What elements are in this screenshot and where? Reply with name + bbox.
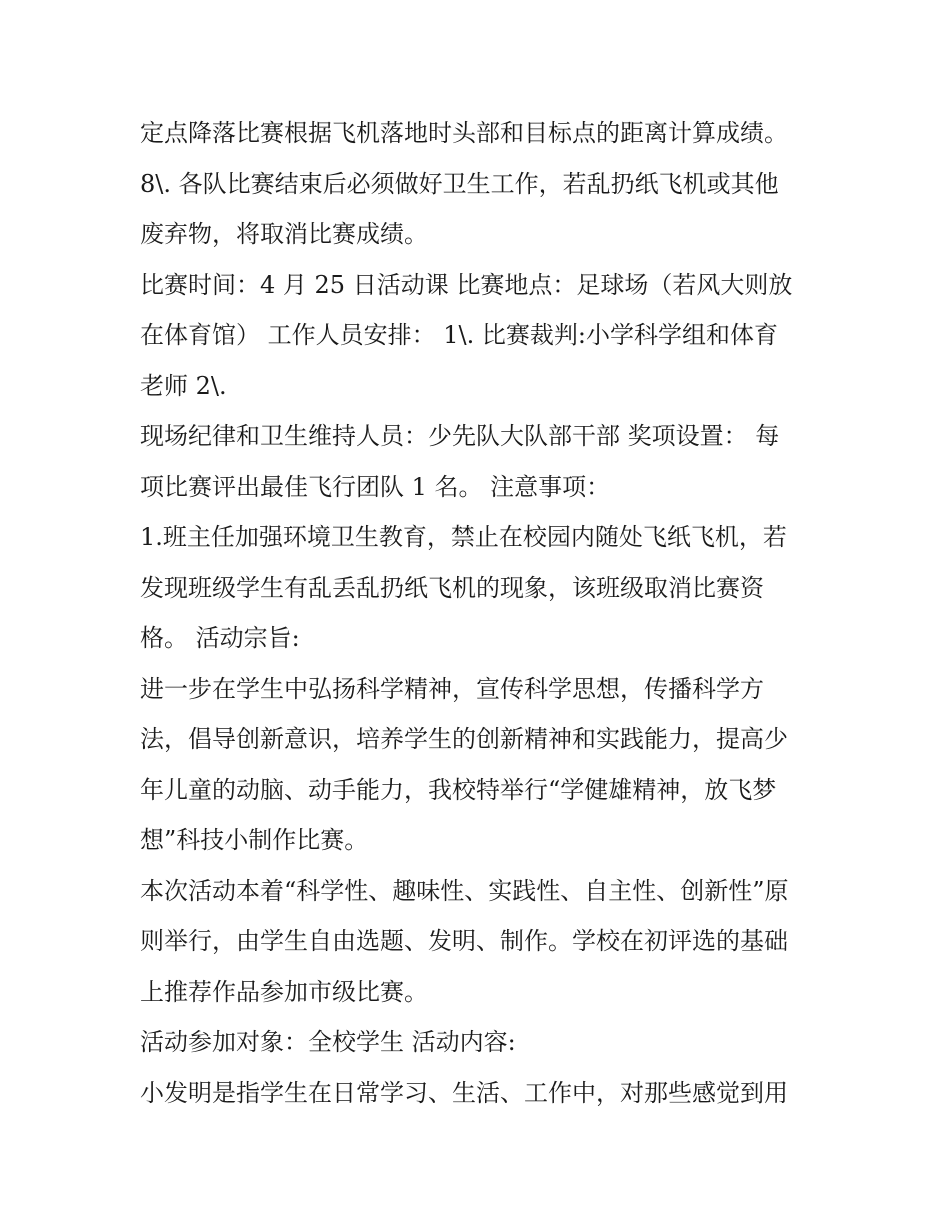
text-line-1: 定点降落比赛根据飞机落地时头部和目标点的距离计算成绩。 (140, 119, 788, 147)
text-line-17: 则举行，由学生自由选题、发明、制作。学校在初评选的基础 (140, 927, 788, 955)
text-line-7: 现场纪律和卫生维持人员：少先队大队部干部 奖项设置： 每 (140, 422, 780, 450)
text-line-15: 想”科技小制作比赛。 (140, 826, 369, 854)
text-line-10: 发现班级学生有乱丢乱扔纸飞机的现象，该班级取消比赛资 (140, 573, 764, 602)
text-line-4: 比赛时间：4 月 25 日活动课 比赛地点：足球场（若风大则放 (140, 270, 793, 299)
text-line-6: 老师 2\. (140, 371, 227, 400)
document-body (140, 108, 820, 1118)
text-line-9: 1.班主任加强环境卫生教育，禁止在校园内随处飞纸飞机，若 (140, 523, 787, 551)
text-line-5: 在体育馆） 工作人员安排： 1\. 比赛裁判:小学科学组和体育 (140, 321, 778, 349)
text-line-8: 项比赛评出最佳飞行团队 1 名。 注意事项： (140, 472, 611, 501)
text-line-14: 年儿童的动脑、动手能力，我校特举行“学健雄精神，放飞梦 (140, 775, 777, 804)
text-line-19: 活动参加对象：全校学生 活动内容: (140, 1028, 516, 1056)
text-line-18: 上推荐作品参加市级比赛。 (140, 977, 428, 1006)
text-line-20: 小发明是指学生在日常学习、生活、工作中，对那些感觉到用 (140, 1078, 788, 1107)
text-line-13: 法，倡导创新意识，培养学生的创新精神和实践能力，提高少 (140, 725, 788, 753)
text-line-12: 进一步在学生中弘扬科学精神，宣传科学思想，传播科学方 (140, 674, 764, 703)
text-line-3: 废弃物，将取消比赛成绩。 (140, 220, 428, 248)
text-line-16: 本次活动本着“科学性、趣味性、实践性、自主性、创新性”原 (140, 876, 789, 905)
text-line-2: 8\. 各队比赛结束后必须做好卫生工作，若乱扔纸飞机或其他 (140, 169, 779, 198)
text-line-11: 格。 活动宗旨: (140, 624, 300, 652)
